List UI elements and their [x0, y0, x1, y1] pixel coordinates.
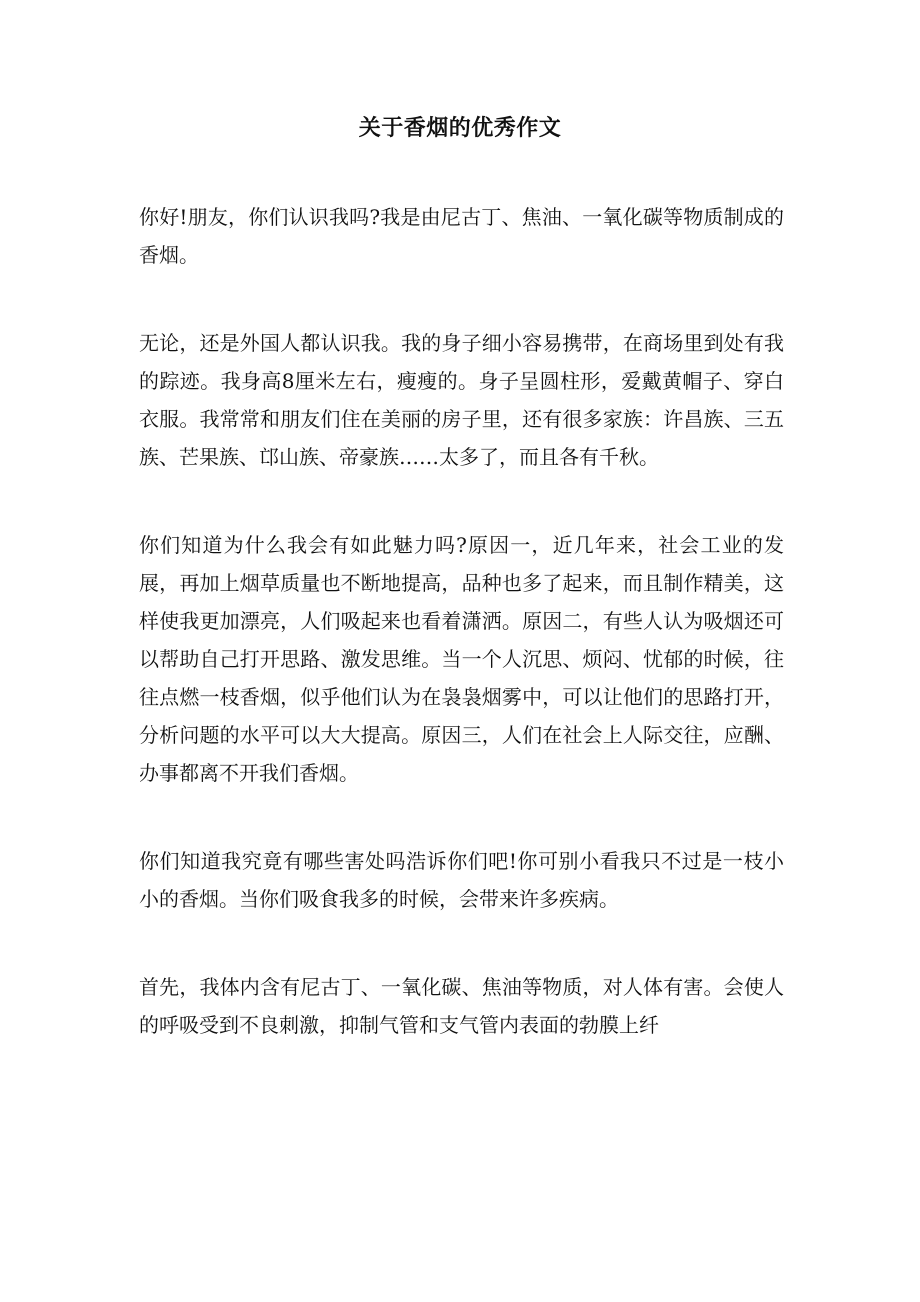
- paragraph-3: 你们知道为什么我会有如此魅力吗?原因一，近几年来，社会工业的发展，再加上烟草质量也不断地提高，品种也多了起来，而且制作精美，这样使我更加漂亮，人们吸起来也看着潇洒。原因二，有些人认为吸烟还可以帮助自己打开思路、激发思维。当一个人沉思、烦闷、忧郁的时候，往往点燃一枝香烟，似乎他们认为在袅袅烟雾中，可以让他们的思路打开，分析问题的水平可以大大提高。原因三，人们在社会上人际交往，应酬、办事都离不开我们香烟。: [139, 533, 784, 785]
- paragraph-2: 无论，还是外国人都认识我。我的身子细小容易携带，在商场里到处有我的踪迹。我身高8厘米左右，瘦瘦的。身子呈圆柱形，爱戴黄帽子、穿白衣服。我常常和朋友们住在美丽的房子里，还有很多家族：许昌族、三五族、芒果族、邙山族、帝豪族……太多了，而且各有千秋。: [139, 331, 784, 469]
- paragraph-4: 你们知道我究竟有哪些害处吗浩诉你们吧!你可别小看我只不过是一枝小小的香烟。当你们吸食我多的时候，会带来许多疾病。: [139, 849, 784, 911]
- paragraph-1: 你好!朋友，你们认识我吗?我是由尼古丁、焦油、一氧化碳等物质制成的香烟。: [139, 205, 784, 267]
- document-body: [139, 198, 784, 1094]
- document-title: 关于香烟的优秀作文: [358, 115, 562, 141]
- paragraph-5: 首先，我体内含有尼古丁、一氧化碳、焦油等物质，对人体有害。会使人的呼吸受到不良刺激，抑制气管和支气管内表面的勃膜上纤: [139, 975, 784, 1037]
